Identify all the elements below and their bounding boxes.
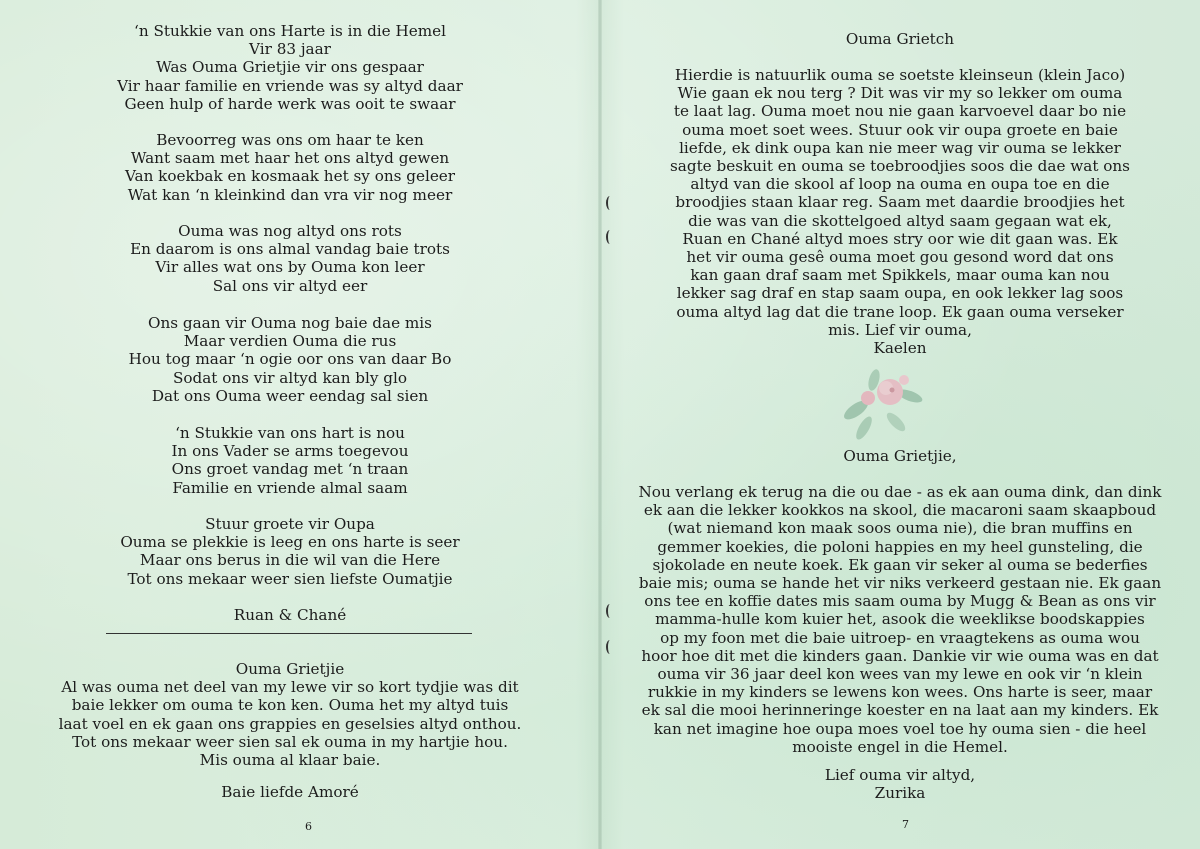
poem-line: Want saam met haar het ons altyd gewen — [130, 149, 450, 168]
poem-line: Maar ons berus in die wil van die Here — [139, 551, 441, 570]
poem-line: Maar verdien Ouma die rus — [183, 332, 397, 351]
tribute-amore — [0, 660, 580, 769]
letter-line: sagte beskuit en ouma se toebroodjies soos die dae wat ons — [670, 157, 1130, 176]
poem-stanza-1 — [0, 22, 580, 113]
poem-line: Ouma was nog altyd ons rots — [178, 222, 402, 240]
poem-line: Ons gaan vir Ouma nog baie dae mis — [148, 314, 432, 332]
tribute-line: Mis ouma al klaar baie. — [199, 751, 381, 770]
poem-line: En daarom is ons almal vandag baie trots — [130, 240, 450, 259]
letter-line: baie mis; ouma se hande het vir niks verkeerd gestaan nie. Ek gaan — [638, 574, 1162, 593]
letter-line: kan gaan draf saam met Spikkels, maar ouma kan nou — [690, 266, 1110, 285]
closing-line: Lief ouma vir altyd, — [824, 766, 976, 784]
letter-zurika — [600, 483, 1200, 756]
letter-signature: Kaelen — [873, 339, 927, 358]
letter-line: ouma vir 36 jaar deel kon wees van my lewe en ook vir ‘n klein — [657, 665, 1143, 684]
poem-line: Vir haar familie en vriende was sy altyd daar — [117, 76, 463, 95]
poem-line: Hou tog maar ‘n ogie oor ons van daar Bo — [128, 350, 452, 369]
poem-line: Bevoorreg was ons om haar te ken — [156, 131, 424, 149]
letter-line: ons tee en koffie dates mis saam ouma by Mugg & Bean as ons vir — [644, 592, 1156, 611]
letter-line: mooiste engel in die Hemel. — [792, 737, 1008, 756]
poem-line: Vir 83 jaar — [249, 40, 331, 59]
letter-line: sjokolade en neute koek. Ek gaan vir seker al ouma se bederfies — [652, 555, 1148, 574]
poem-line: Van koekbak en kosmaak het sy ons geleer — [124, 167, 456, 186]
poem-line: Tot ons mekaar weer sien liefste Oumatjie — [127, 569, 453, 588]
letter-line: die was van die skottelgoed altyd saam gegaan wat ek, — [688, 211, 1112, 230]
section-title: Ouma Grietjie, — [843, 447, 957, 465]
letter-line: mis. Lief vir ouma, — [828, 320, 972, 339]
poem-stanza-5 — [0, 424, 580, 497]
signature-text: Ruan & Chané — [233, 606, 347, 624]
letter-line: te laat lag. Ouma moet nou nie gaan karvoevel daar bo nie — [673, 102, 1127, 121]
poem-line: Dat ons Ouma weer eendag sal sien — [151, 386, 429, 405]
letter-line: hoor hoe dit met die kinders gaan. Dankie vir wie ouma was en dat — [641, 646, 1159, 665]
section-divider — [106, 633, 472, 634]
letter-line: het vir ouma gesê ouma moet gou gesond word dat ons — [686, 248, 1114, 267]
poem-signature — [0, 606, 580, 624]
letter-line: Hierdie is natuurlik ouma se soetste kleinseun (klein Jaco) — [674, 66, 1126, 84]
tribute-line: laat voel en ek gaan ons grappies en geselsies altyd onthou. — [58, 714, 522, 733]
letter-line: altyd van die skool af loop na ouma en oupa toe en die — [690, 175, 1110, 194]
right-page — [600, 0, 1200, 849]
poem-line: Ouma se plekkie is leeg en ons harte is seer — [120, 533, 460, 552]
page-number: 6 — [305, 820, 312, 833]
poem-line: Vir alles wat ons by Ouma kon leer — [155, 258, 425, 277]
signature-text: Baie liefde Amoré — [221, 783, 359, 801]
poem-line: Ons groet vandag met ‘n traan — [171, 460, 409, 479]
letter-zurika-closing — [600, 766, 1200, 802]
tribute-line: Al was ouma net deel van my lewe vir so kort tydjie was dit — [61, 678, 519, 697]
letter-line: ek sal die mooi herinneringe koester en na laat aan my kinders. Ek — [641, 701, 1159, 720]
letter-zurika-title — [600, 447, 1200, 465]
poem-line: ‘n Stukkie van ons hart is nou — [175, 424, 405, 442]
page-number: 7 — [902, 818, 909, 831]
letter-line: ouma altyd lag dat die trane loop. Ek gaan ouma verseker — [676, 302, 1124, 321]
poem-stanza-4 — [0, 314, 580, 405]
poem-line: Sal ons vir altyd eer — [212, 276, 368, 295]
tribute-title: Ouma Grietjie — [235, 660, 345, 678]
letter-line: ouma moet soet wees. Stuur ook vir oupa groete en baie — [682, 120, 1118, 139]
poem-line: Sodat ons vir altyd kan bly glo — [172, 368, 408, 387]
letter-line: kan net imagine hoe oupa moes voel toe hy ouma sien - die heel — [653, 719, 1147, 738]
letter-line: lekker sag draf en stap saam oupa, en ook lekker lag soos — [676, 284, 1124, 303]
letter-signature: Zurika — [874, 784, 926, 803]
letter-line: gemmer koekies, die poloni happies en my heel gunsteling, die — [657, 537, 1143, 556]
letter-line: (wat niemand kon maak soos ouma nie), die bran muffins en — [667, 519, 1133, 538]
poem-line: Was Ouma Grietjie vir ons gespaar — [156, 58, 424, 77]
letter-line: Wie gaan ek nou terg ? Dit was vir my so lekker om ouma — [677, 84, 1123, 103]
poem-stanza-3 — [0, 222, 580, 295]
section-title: Ouma Grietch — [845, 30, 955, 48]
poem-line: ‘n Stukkie van ons Harte is in die Hemel — [134, 22, 446, 40]
letter-line: op my foon met die baie uitroep- en vraagtekens as ouma wou — [660, 628, 1140, 647]
letter-kaelen-title — [600, 30, 1200, 48]
tribute-signature — [0, 783, 580, 801]
letter-line: liefde, ek dink oupa kan nie meer wag vir ouma se lekker — [679, 138, 1121, 157]
letter-line: ek aan die lekker kookkos na skool, die macaroni saam skaapboud — [643, 501, 1157, 520]
poem-line: Stuur groete vir Oupa — [205, 515, 375, 533]
poem-line: Wat kan ‘n kleinkind dan vra vir nog meer — [127, 185, 453, 204]
letter-line: broodjies staan klaar reg. Saam met daardie broodjies het — [675, 193, 1125, 212]
tribute-line: Tot ons mekaar weer sien sal ek ouma in my hartjie hou. — [72, 732, 508, 751]
tribute-line: baie lekker om ouma te kon ken. Ouma het my altyd tuis — [71, 696, 509, 715]
poem-line: In ons Vader se arms toegevou — [171, 442, 409, 461]
letter-line: Nou verlang ek terug na die ou dae - as ek aan ouma dink, dan dink — [638, 483, 1162, 501]
poem-line: Geen hulp of harde werk was ooit te swaar — [124, 94, 456, 113]
poem-line: Familie en vriende almal saam — [172, 478, 408, 497]
letter-line: mamma-hulle kom kuier het, asook die weeklikse boodskappies — [655, 610, 1145, 629]
letter-line: Ruan en Chané altyd moes stry oor wie dit gaan was. Ek — [682, 229, 1118, 248]
poem-stanza-2 — [0, 131, 580, 204]
letter-line: rukkie in my kinders se lewens kon wees. Ons harte is seer, maar — [647, 683, 1153, 702]
letter-kaelen — [600, 66, 1200, 357]
floral-watercolor-icon — [834, 350, 934, 450]
poem-stanza-6 — [0, 515, 580, 588]
